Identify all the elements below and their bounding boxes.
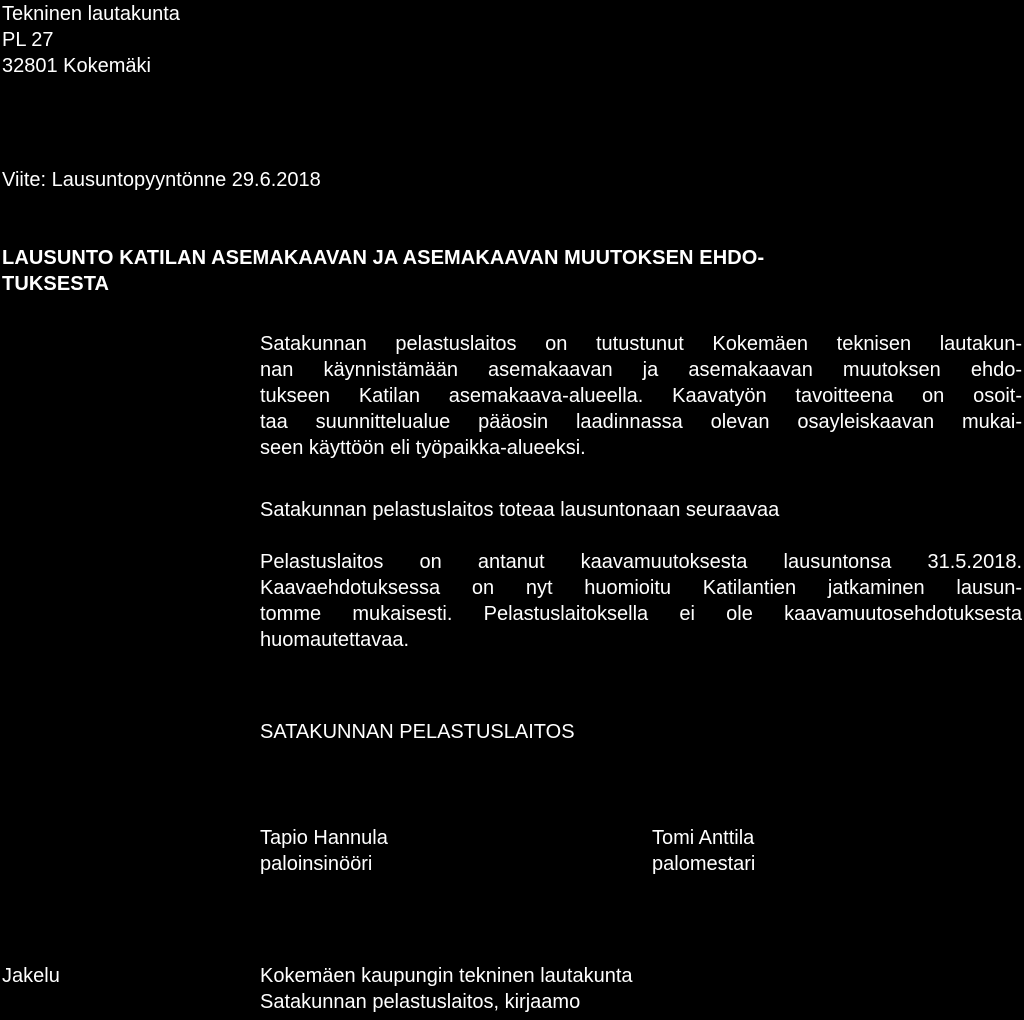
distribution-label: Jakelu [2,965,60,987]
signatory-name: Tapio Hannula [260,827,388,849]
paragraph-line: taa suunnittelualue pääosin laadinnassa olevan osayleiskaavan mukai- [260,411,1022,433]
paragraph-opinion [260,549,1022,653]
document-title-line-1: LAUSUNTO KATILAN ASEMAKAAVAN JA ASEMAKAAVAN MUUTOKSEN EHDO- [2,247,765,269]
paragraph-line: Satakunnan pelastuslaitos on tutustunut Kokemäen teknisen lautakun- [260,333,1022,355]
paragraph-line: seen käyttöön eli työpaikka-alueeksi. [260,437,586,459]
distribution-list [260,963,633,1015]
distribution-recipient: Kokemäen kaupungin tekninen lautakunta [260,965,633,987]
recipient-name: Tekninen lautakunta [2,3,180,25]
distribution-recipient: Satakunnan pelastuslaitos, kirjaamo [260,991,581,1013]
signature-block-1 [260,825,388,877]
signatory-name: Tomi Anttila [652,827,755,849]
paragraph-intro [260,331,1022,461]
paragraph-line: tukseen Katilan asemakaava-alueella. Kaavatyön tavoitteena on osoit- [260,385,1022,407]
paragraph-line: Kaavaehdotuksessa on nyt huomioitu Katilantien jatkaminen lausun- [260,577,1022,599]
paragraph-statement [260,497,1022,523]
document-title [2,245,764,297]
recipient-address [2,1,180,79]
paragraph-line: Satakunnan pelastuslaitos toteaa lausuntonaan seuraavaa [260,499,780,521]
recipient-po-box: PL 27 [2,29,54,51]
reference-line: Viite: Lausuntopyyntönne 29.6.2018 [2,169,321,191]
paragraph-line: tomme mukaisesti. Pelastuslaitoksella ei ole kaavamuutosehdotuksesta [260,603,1022,625]
paragraph-line: huomautettavaa. [260,629,409,651]
paragraph-line: nan käynnistämään asemakaavan ja asemakaavan muutoksen ehdo- [260,359,1022,381]
signatory-title: paloinsinööri [260,853,373,875]
recipient-postal: 32801 Kokemäki [2,55,151,77]
document-title-line-2: TUKSESTA [2,273,110,295]
signature-block-2 [652,825,755,877]
paragraph-line: Pelastuslaitos on antanut kaavamuutoksesta lausuntonsa 31.5.2018. [260,551,1022,573]
organization-name: SATAKUNNAN PELASTUSLAITOS [260,721,575,743]
signatory-title: palomestari [652,853,756,875]
